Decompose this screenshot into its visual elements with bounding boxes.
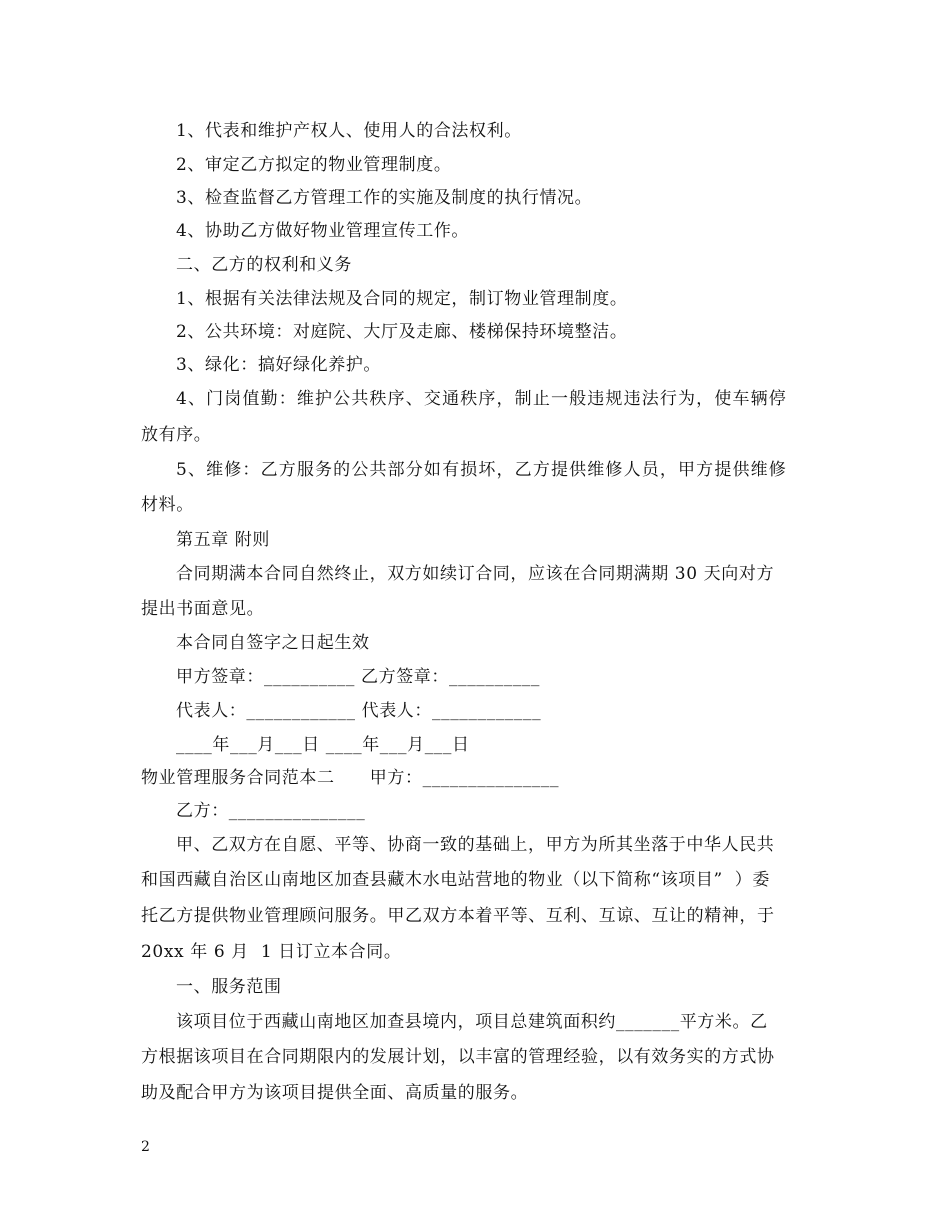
chapter-five-heading: 第五章 附则 xyxy=(176,530,271,550)
clause-b4-line2: 放有序。 xyxy=(141,425,212,445)
preamble-line3: 托乙方提供物业管理顾问服务。甲乙双方本着平等、互利、互谅、互让的精神，于 xyxy=(141,906,775,926)
clause-b5-line1: 5、维修：乙方服务的公共部分如有损坏，乙方提供维修人员，甲方提供维修 xyxy=(176,460,787,480)
clause-a3: 3、检查监督乙方管理工作的实施及制度的执行情况。 xyxy=(176,188,593,208)
contract-template-two-title: 物业管理服务合同范本二 甲方：_______________ xyxy=(141,768,560,788)
effective-date-note: 本合同自签字之日起生效 xyxy=(176,633,370,653)
section-heading-party-b: 二、乙方的权利和义务 xyxy=(176,255,352,275)
service-scope-heading: 一、服务范围 xyxy=(176,977,282,997)
party-b-line: 乙方：_______________ xyxy=(176,801,366,821)
clause-b3: 3、绿化：搞好绿化养护。 xyxy=(176,355,382,375)
clause-a4: 4、协助乙方做好物业管理宣传工作。 xyxy=(176,221,470,241)
signature-line: 甲方签章：__________ 乙方签章：__________ xyxy=(176,667,541,687)
preamble-line1: 甲、乙双方在自愿、平等、协商一致的基础上，甲方为所其坐落于中华人民共 xyxy=(176,835,775,855)
clause-b5-line2: 材料。 xyxy=(141,495,194,515)
scope-paragraph-line1: 该项目位于西藏山南地区加查县境内，项目总建筑面积约_______平方米。乙 xyxy=(176,1012,768,1032)
clause-b4-line1: 4、门岗值勤：维护公共秩序、交通秩序，制止一般违规违法行为，使车辆停 xyxy=(176,389,787,409)
scope-paragraph-line3: 助及配合甲方为该项目提供全面、高质量的服务。 xyxy=(141,1083,529,1103)
preamble-line2: 和国西藏自治区山南地区加查县藏木水电站营地的物业（以下简称“该项目” ）委 xyxy=(141,870,770,890)
representative-line: 代表人：____________ 代表人：____________ xyxy=(176,701,542,721)
scope-paragraph-line2: 方根据该项目在合同期限内的发展计划，以丰富的管理经验，以有效务实的方式协 xyxy=(141,1047,775,1067)
date-line: ____年___月___日 ____年___月___日 xyxy=(176,735,470,755)
clause-b2: 2、公共环境：对庭院、大厅及走廊、楼梯保持环境整洁。 xyxy=(176,322,628,342)
clause-b1: 1、根据有关法律法规及合同的规定，制订物业管理制度。 xyxy=(176,289,628,309)
clause-a1: 1、代表和维护产权人、使用人的合法权利。 xyxy=(176,121,522,141)
renewal-paragraph-line1: 合同期满本合同自然终止，双方如续订合同，应该在合同期满期 30 天向对方 xyxy=(176,564,775,584)
page-number: 2 xyxy=(141,1139,150,1155)
clause-a2: 2、审定乙方拟定的物业管理制度。 xyxy=(176,155,452,175)
preamble-line4: 20xx 年 6 月 1 日订立本合同。 xyxy=(141,942,402,962)
renewal-paragraph-line2: 提出书面意见。 xyxy=(141,599,265,619)
